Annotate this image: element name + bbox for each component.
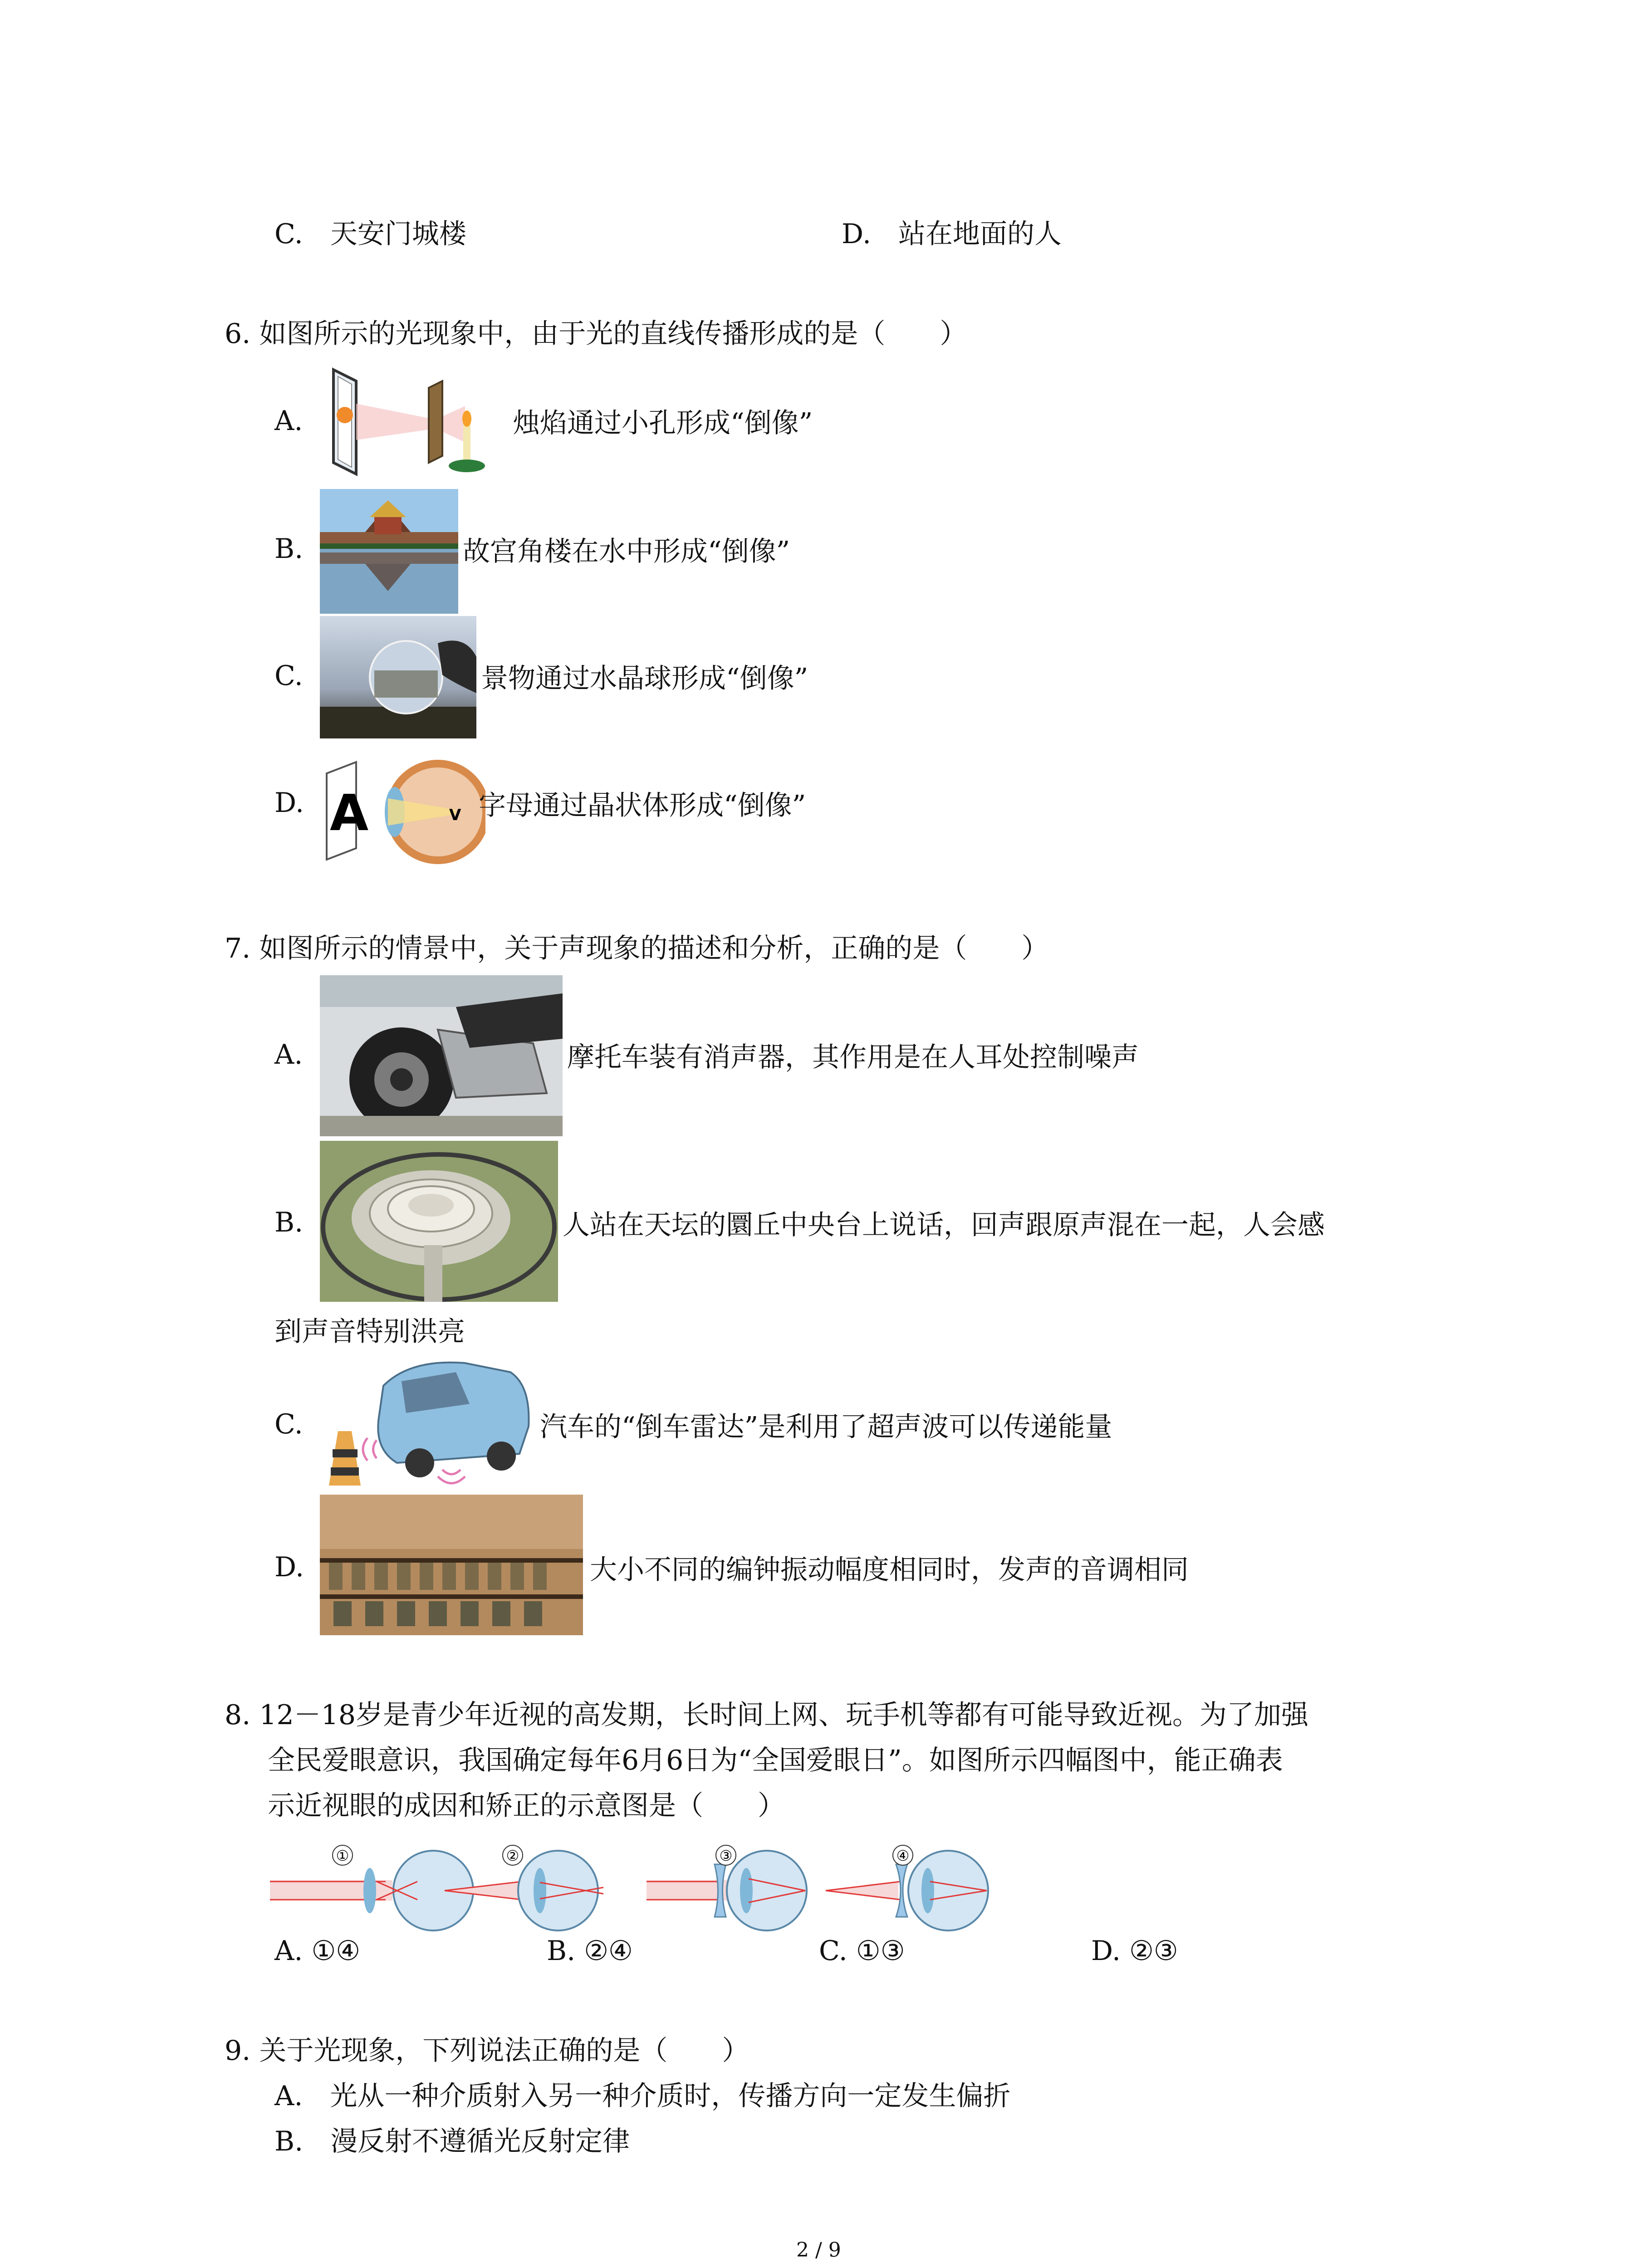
q7-option-d-text: 大小不同的编钟振动幅度相同时，发声的音调相同 [590, 1554, 1189, 1586]
fig-label-2: ② [506, 1847, 519, 1864]
q8-stem-line3: 示近视眼的成因和矫正的示意图是（ ） [268, 1790, 785, 1822]
q9-option-a: A. 光从一种介质射入另一种介质时，传播方向一定发生偏折 [274, 2080, 1011, 2112]
q7-option-a-letter: A. [274, 1039, 303, 1070]
q8-option-b-letter: B. [547, 1935, 576, 1967]
motorcycle-muffler-photo [320, 975, 563, 1136]
q6-stem: 6. 如图所示的光现象中，由于光的直线传播形成的是（ ） [225, 318, 967, 350]
q8-option-a-letter: A. [274, 1935, 303, 1967]
q8-option-d [1091, 1935, 1178, 1967]
q8-stem-line2: 全民爱眼意识，我国确定每年6月6日为“全国爱眼日”。如图所示四幅图中，能正确表 [268, 1745, 1283, 1776]
q8-option-b [547, 1935, 633, 1967]
q5-option-d: D. 站在地面的人 [842, 218, 1062, 250]
q8-option-c-letter: C. [819, 1935, 847, 1967]
q8-option-c [819, 1935, 905, 1967]
q8-option-c-text: ①③ [856, 1935, 905, 1967]
q8-option-d-text: ②③ [1129, 1935, 1178, 1967]
myopia-diagrams-figure [268, 1842, 1003, 1939]
q7-option-b-letter: B. [274, 1207, 304, 1238]
q6-option-d-text: 字母通过晶状体形成“倒像” [479, 790, 806, 821]
q7-option-c-text: 汽车的“倒车雷达”是利用了超声波可以传递能量 [540, 1411, 1112, 1443]
eye-diagram-2 [445, 1845, 603, 1931]
q9-option-b: B. 漫反射不遵循光反射定律 [274, 2126, 630, 2157]
q6-option-c-text: 景物通过水晶球形成“倒像” [481, 663, 808, 694]
q5-option-c: C. 天安门城楼 [274, 218, 466, 250]
eye-diagram-1 [270, 1845, 473, 1931]
eye-chart-letter: A [330, 784, 369, 842]
q7-option-a-text: 摩托车装有消声器，其作用是在人耳处控制噪声 [567, 1041, 1139, 1073]
fig-label-4: ④ [896, 1847, 910, 1864]
eye-diagram-4 [826, 1845, 988, 1931]
q7-option-c-letter: C. [274, 1408, 303, 1440]
chime-bells-photo [320, 1495, 583, 1635]
q8-stem-line1: 8. 12－18岁是青少年近视的高发期，长时间上网、玩手机等都有可能导致近视。为了加强 [225, 1699, 1309, 1731]
fig-label-3: ③ [719, 1847, 733, 1864]
reversing-radar-figure [320, 1359, 535, 1495]
q7-option-b-text: 人站在天坛的圜丘中央台上说话，回声跟原声混在一起，人会感 [563, 1209, 1325, 1241]
page-number: 2 / 9 [796, 2239, 841, 2262]
q7-option-d-letter: D. [274, 1551, 304, 1583]
q6-option-c-letter: C. [274, 660, 303, 692]
eye-image-letter: V [449, 806, 461, 824]
q6-option-b-letter: B. [274, 533, 304, 565]
q8-option-a [274, 1935, 360, 1967]
crystal-ball-photo [320, 616, 476, 738]
circular-mound-altar-photo [320, 1141, 558, 1302]
q6-option-a-letter: A. [274, 405, 303, 437]
eye-diagram-3 [647, 1845, 807, 1931]
q6-option-a-text: 烛焰通过小孔形成“倒像” [513, 407, 813, 439]
q8-option-d-letter: D. [1091, 1935, 1121, 1967]
fig-label-1: ① [336, 1847, 349, 1864]
q7-option-b-continuation: 到声音特别洪亮 [274, 1316, 465, 1348]
eye-lens-figure [320, 753, 485, 873]
q9-stem: 9. 关于光现象，下列说法正确的是（ ） [225, 2035, 749, 2067]
pinhole-camera-figure [320, 361, 510, 479]
palace-reflection-photo [320, 489, 458, 614]
q6-option-d-letter: D. [274, 787, 304, 819]
q7-stem: 7. 如图所示的情景中，关于声现象的描述和分析，正确的是（ ） [225, 933, 1049, 964]
q8-option-a-text: ①④ [311, 1935, 361, 1967]
q8-option-b-text: ②④ [584, 1935, 633, 1967]
q6-option-b-text: 故宫角楼在水中形成“倒像” [463, 536, 790, 567]
